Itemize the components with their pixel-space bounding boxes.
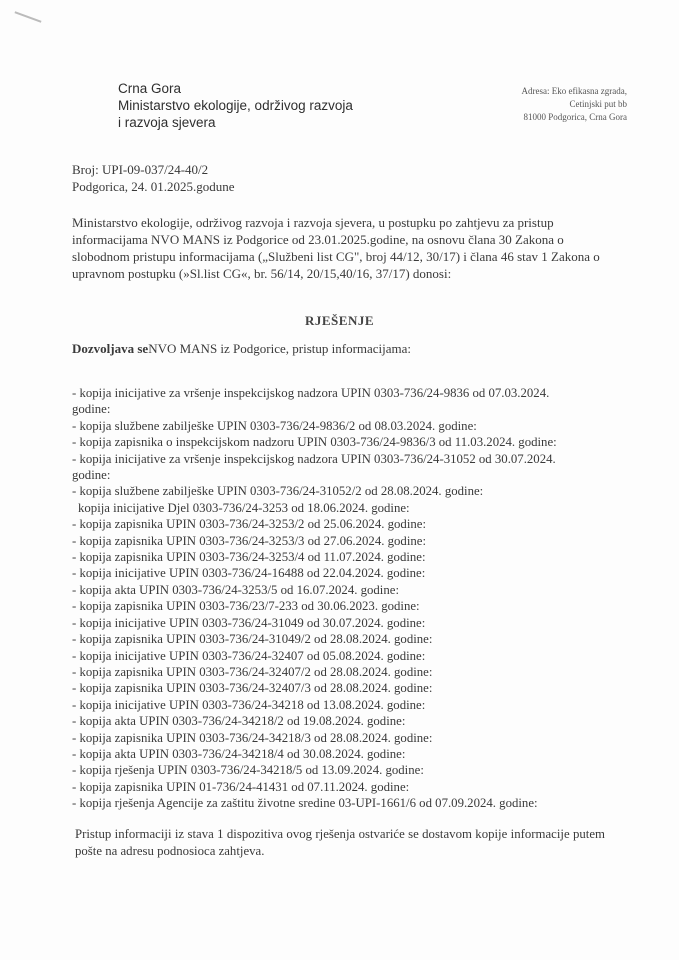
- country-name: Crna Gora: [118, 81, 182, 96]
- list-item-line: - kopija akta UPIN 0303-736/24-34218/4 od 30.08.2024. godine:: [72, 746, 406, 761]
- letterhead: [118, 80, 353, 131]
- list-item-line: - kopija zapisnika UPIN 0303-736/24-3253/3 od 27.06.2024. godine:: [72, 533, 427, 548]
- list-item-line: - kopija rješenja Agencije za zaštitu životne sredine 03-UPI-1661/6 od 07.09.2024. godine:: [72, 796, 538, 811]
- list-item-line: - kopija akta UPIN 0303-736/24-3253/5 od 16.07.2024. godine:: [72, 582, 399, 597]
- reference-number: Broj: UPI-09-037/24-40/2: [72, 162, 209, 177]
- address-line3: 81000 Podgorica, Crna Gora: [523, 112, 627, 122]
- list-item-line: - kopija inicijative UPIN 0303-736/24-16488 od 22.04.2024. godine:: [72, 566, 426, 581]
- list-item-line: - kopija inicijative UPIN 0303-736/24-32407 od 05.08.2024. godine:: [72, 648, 426, 663]
- list-item-line: - kopija zapisnika UPIN 01-736/24-41431 od 07.11.2024. godine:: [72, 779, 410, 794]
- address-block: [522, 85, 627, 124]
- list-item-line: kopija inicijative Djel 0303-736/24-3253 od 18.06.2024. godine:: [78, 500, 410, 515]
- grant-bold: Dozvoljava se: [72, 341, 149, 356]
- list-item-line: - kopija inicijative UPIN 0303-736/24-31049 od 30.07.2024. godine:: [72, 615, 426, 630]
- list-item-line: - kopija službene zabilješke UPIN 0303-736/24-31052/2 od 28.08.2024. godine:: [72, 484, 484, 499]
- grant-statement: [72, 341, 411, 357]
- reference-block: [72, 161, 234, 195]
- list-item-line: - kopija zapisnika UPIN 0303-736/24-3253/4 od 11.07.2024. godine:: [72, 550, 426, 565]
- document-title: RJEŠENJE: [304, 313, 375, 328]
- list-item-line: godine:: [72, 468, 111, 483]
- document-list: [72, 385, 557, 812]
- list-item-line: - kopija rješenja UPIN 0303-736/24-34218/5 od 13.09.2024. godine:: [72, 763, 424, 778]
- list-item-line: - kopija zapisnika UPIN 0303-736/24-34218/3 od 28.08.2024. godine:: [72, 730, 433, 745]
- list-item-line: - kopija inicijative za vršenje inspekcijskog nadzora UPIN 0303-736/24-31052 od 30.07.2024.: [72, 451, 556, 466]
- list-item-line: - kopija službene zabilješke UPIN 0303-736/24-9836/2 od 08.03.2024. godine:: [72, 418, 477, 433]
- list-item-line: - kopija zapisnika UPIN 0303-736/24-32407/3 od 28.08.2024. godine:: [72, 681, 433, 696]
- place-date: Podgorica, 24. 01.2025.godune: [72, 179, 235, 194]
- list-item-line: - kopija akta UPIN 0303-736/24-34218/2 od 19.08.2024. godine:: [72, 714, 406, 729]
- list-item-line: - kopija inicijative UPIN 0303-736/24-34218 od 13.08.2024. godine:: [72, 697, 426, 712]
- scan-mark: [15, 11, 42, 22]
- address-line1: Adresa: Eko efikasna zgrada,: [521, 86, 627, 96]
- ministry-name-line2: i razvoja sjevera: [118, 115, 216, 130]
- list-item-line: - kopija inicijative za vršenje inspekcijskog nadzora UPIN 0303-736/24-9836 od 07.03.2024.: [72, 386, 550, 400]
- closing-paragraph: Pristup informaciji iz stava 1 dispozitiva ovog rješenja ostvariće se dostavom kopije informacije putem pošte na adresu podnosioca zahtjeva.: [75, 827, 605, 858]
- list-item-line: - kopija zapisnika o inspekcijskom nadzoru UPIN 0303-736/24-9836/3 od 11.03.2024. godine:: [72, 435, 557, 450]
- ministry-name-line1: Ministarstvo ekologije, održivog razvoja: [118, 98, 353, 113]
- list-item-line: godine:: [72, 402, 111, 417]
- list-item-line: - kopija zapisnika UPIN 0303-736/24-31049/2 od 28.08.2024. godine:: [72, 632, 433, 647]
- list-item-line: - kopija zapisnika UPIN 0303-736/24-3253/2 od 25.06.2024. godine:: [72, 517, 427, 532]
- list-item-line: - kopija zapisnika UPIN 0303-736/24-32407/2 od 28.08.2024. godine:: [72, 664, 433, 679]
- address-line2: Cetinjski put bb: [569, 99, 627, 109]
- list-item-line: - kopija zapisnika UPIN 0303-736/23/7-233 od 30.06.2023. godine:: [72, 599, 420, 614]
- grant-text: NVO MANS iz Podgorice, pristup informacijama:: [148, 341, 412, 356]
- intro-paragraph: Ministarstvo ekologije, održivog razvoja i razvoja sjevera, u postupku po zahtjevu za pristup informacijama NVO MANS iz Podgorice od 23.01.2025.godine, na osnovu člana 30 Zakona o slobodnom pristupu informacijama („Službeni list CG", broj 44/12, 30/17) i člana 46 stav 1 Zakona o upravnom postupku (»Sl.list CG«, br. 56/14, 20/15,40/16, 37/17) donosi:: [72, 215, 600, 281]
